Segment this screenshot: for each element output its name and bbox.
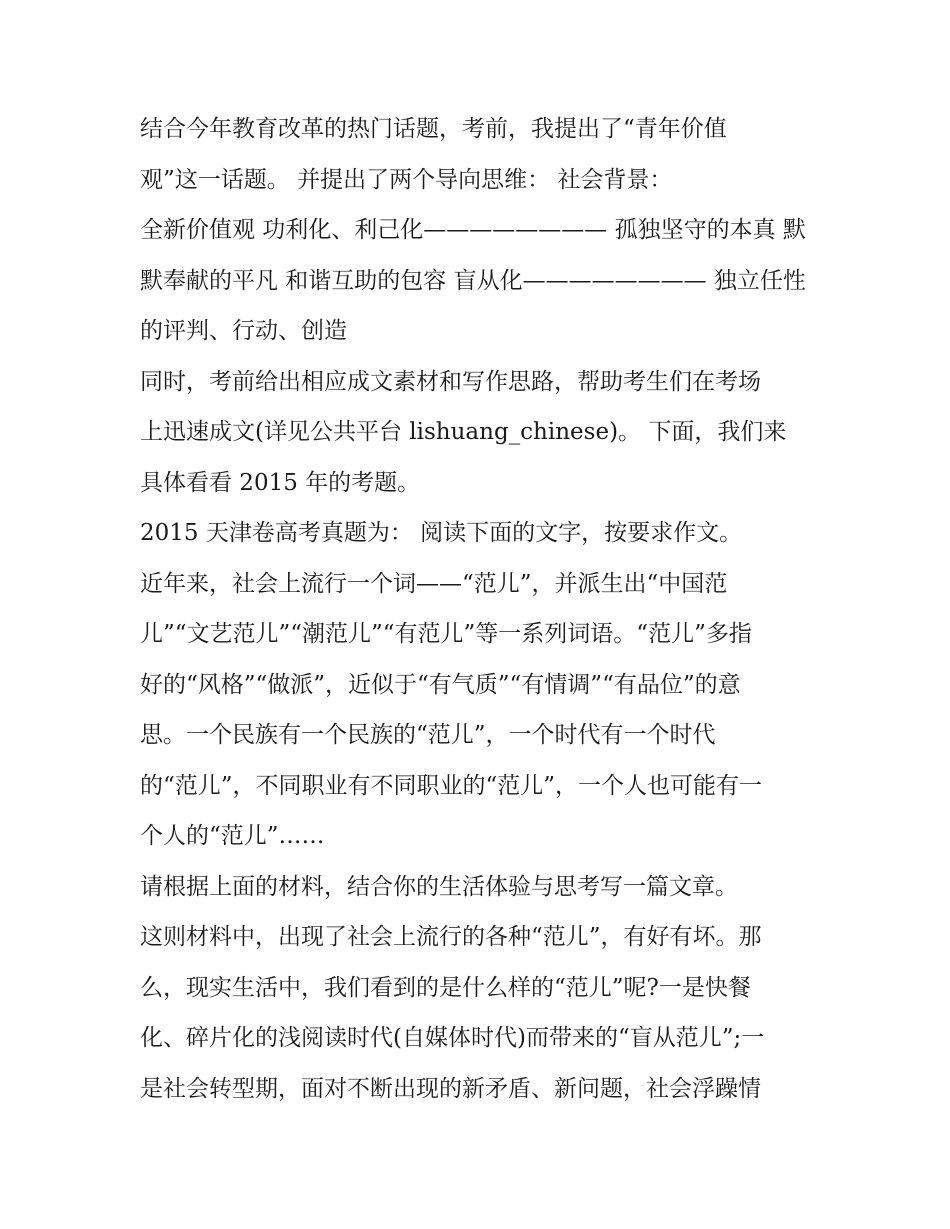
text-line: 具体看看 2015 年的考题。 xyxy=(140,470,421,496)
text-line: 结合今年教育改革的热门话题，考前，我提出了“青年价值 xyxy=(140,116,727,142)
text-line: 思。一个民族有一个民族的“范儿”，一个时代有一个时代 xyxy=(140,722,716,748)
text-line: 好的“风格”“做派”，近似于“有气质”“有情调”“有品位”的意 xyxy=(140,672,741,698)
text-line: 近年来，社会上流行一个词——“范儿”，并派生出“中国范 xyxy=(140,571,728,597)
text-line: 化、碎片化的浅阅读时代(自媒体时代)而带来的“盲从范儿”;一 xyxy=(140,1025,765,1051)
text-line: 个人的“范儿”…… xyxy=(140,823,325,849)
text-line: 是社会转型期，面对不断出现的新矛盾、新问题，社会浮躁情 xyxy=(140,1076,761,1102)
text-line: 儿”“文艺范儿”“潮范儿”“有范儿”等一系列词语。“范儿”多指 xyxy=(140,621,752,647)
text-line: 2015 天津卷高考真题为： 阅读下面的文字，按要求作文。 xyxy=(140,520,743,546)
text-line: 的“范儿”，不同职业有不同职业的“范儿”，一个人也可能有一 xyxy=(140,773,763,799)
text-line: 请根据上面的材料，结合你的生活体验与思考写一篇文章。 xyxy=(140,874,738,900)
text-line: 么，现实生活中，我们看到的是什么样的“范儿”呢?一是快餐 xyxy=(140,975,751,1001)
text-line: 这则材料中，出现了社会上流行的各种“范儿”，有好有坏。那 xyxy=(140,924,762,950)
text-line: 默奉献的平凡 和谐互助的包容 盲从化———————— 独立任性 xyxy=(140,268,806,294)
text-line: 的评判、行动、创造 xyxy=(140,318,347,344)
text-line: 全新价值观 功利化、利己化———————— 孤独坚守的本真 默 xyxy=(140,217,806,243)
text-line: 上迅速成文(详见公共平台 lishuang_chinese)。 下面，我们来 xyxy=(140,419,787,445)
text-line: 同时，考前给出相应成文素材和写作思路，帮助考生们在考场 xyxy=(140,369,761,395)
text-line: 观”这一话题。 并提出了两个导向思维： 社会背景： xyxy=(140,167,673,193)
